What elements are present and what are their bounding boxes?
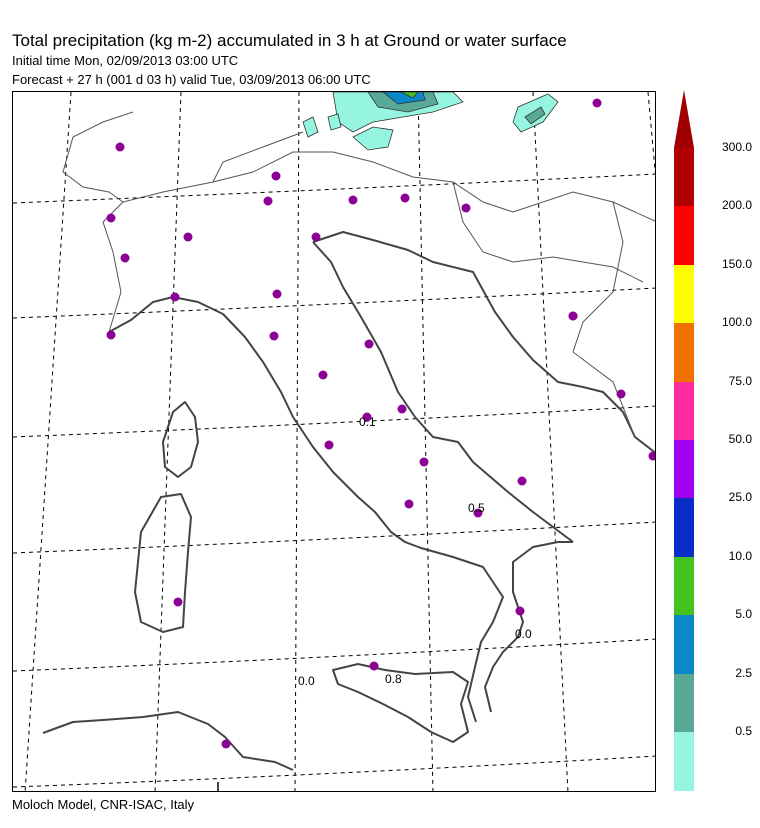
station-marker bbox=[184, 233, 193, 242]
borders bbox=[63, 112, 656, 437]
station-marker bbox=[171, 293, 180, 302]
legend-swatch bbox=[674, 732, 694, 791]
value-label: 0.5 bbox=[468, 501, 485, 515]
legend-label: 50.0 bbox=[728, 432, 752, 446]
station-marker bbox=[319, 371, 328, 380]
value-label: 0.8 bbox=[385, 672, 402, 686]
legend-swatch bbox=[674, 206, 694, 265]
station-marker bbox=[174, 598, 183, 607]
initial-time: Initial time Mon, 02/09/2013 03:00 UTC bbox=[12, 53, 239, 68]
station-marker bbox=[264, 197, 273, 206]
legend-label: 0.5 bbox=[735, 724, 752, 738]
station-marker bbox=[365, 340, 374, 349]
legend-label: 5.0 bbox=[735, 607, 752, 622]
station-marker bbox=[420, 458, 429, 467]
legend-swatch bbox=[674, 615, 694, 674]
legend-overflow-triangle bbox=[674, 90, 694, 148]
station-marker bbox=[569, 312, 578, 321]
chart-title: Total precipitation (kg m-2) accumulated in 3 h at Ground or water surface bbox=[12, 31, 567, 50]
station-marker bbox=[272, 172, 281, 181]
model-credit: Moloch Model, CNR-ISAC, Italy bbox=[12, 797, 195, 812]
color-legend bbox=[674, 90, 694, 735]
station-marker bbox=[593, 99, 602, 108]
legend-swatch bbox=[674, 265, 694, 324]
legend-swatch bbox=[674, 148, 694, 207]
legend-swatch bbox=[674, 323, 694, 382]
station-marker bbox=[516, 607, 525, 616]
station-marker bbox=[325, 441, 334, 450]
value-label: 0.0 bbox=[515, 627, 532, 641]
legend-swatch bbox=[674, 557, 694, 616]
legend-label: 25.0 bbox=[728, 490, 752, 505]
station-marker bbox=[270, 332, 279, 341]
station-marker bbox=[312, 233, 321, 242]
legend-label: 200.0 bbox=[721, 198, 752, 213]
station-marker bbox=[462, 204, 471, 213]
legend-swatch bbox=[674, 674, 694, 733]
station-marker bbox=[107, 331, 116, 340]
precip-areas bbox=[303, 92, 558, 150]
legend-swatch bbox=[674, 382, 694, 441]
value-label: 0.0 bbox=[298, 674, 315, 688]
legend-label: 10.0 bbox=[728, 548, 752, 563]
legend-label: 2.5 bbox=[735, 665, 752, 680]
station-marker bbox=[273, 290, 282, 299]
value-label: 0.1 bbox=[359, 415, 376, 429]
legend-swatch bbox=[674, 440, 694, 499]
station-marker bbox=[398, 405, 407, 414]
legend-label: 300.0 bbox=[721, 140, 752, 154]
station-marker bbox=[107, 214, 116, 223]
forecast-valid-time: Forecast + 27 h (001 d 03 h) valid Tue, 03/09/2013 06:00 UTC bbox=[12, 72, 371, 87]
station-marker bbox=[121, 254, 130, 263]
legend-label: 100.0 bbox=[721, 315, 752, 330]
station-marker bbox=[405, 500, 414, 509]
legend-label: 150.0 bbox=[721, 256, 752, 271]
legend-swatch bbox=[674, 498, 694, 557]
station-marker bbox=[349, 196, 358, 205]
station-marker bbox=[401, 194, 410, 203]
legend-label: 75.0 bbox=[728, 373, 752, 388]
station-marker bbox=[649, 452, 657, 461]
station-marker bbox=[222, 740, 231, 749]
precipitation-map bbox=[12, 91, 656, 792]
station-marker bbox=[116, 143, 125, 152]
station-marker bbox=[370, 662, 379, 671]
station-marker bbox=[518, 477, 527, 486]
station-marker bbox=[617, 390, 626, 399]
